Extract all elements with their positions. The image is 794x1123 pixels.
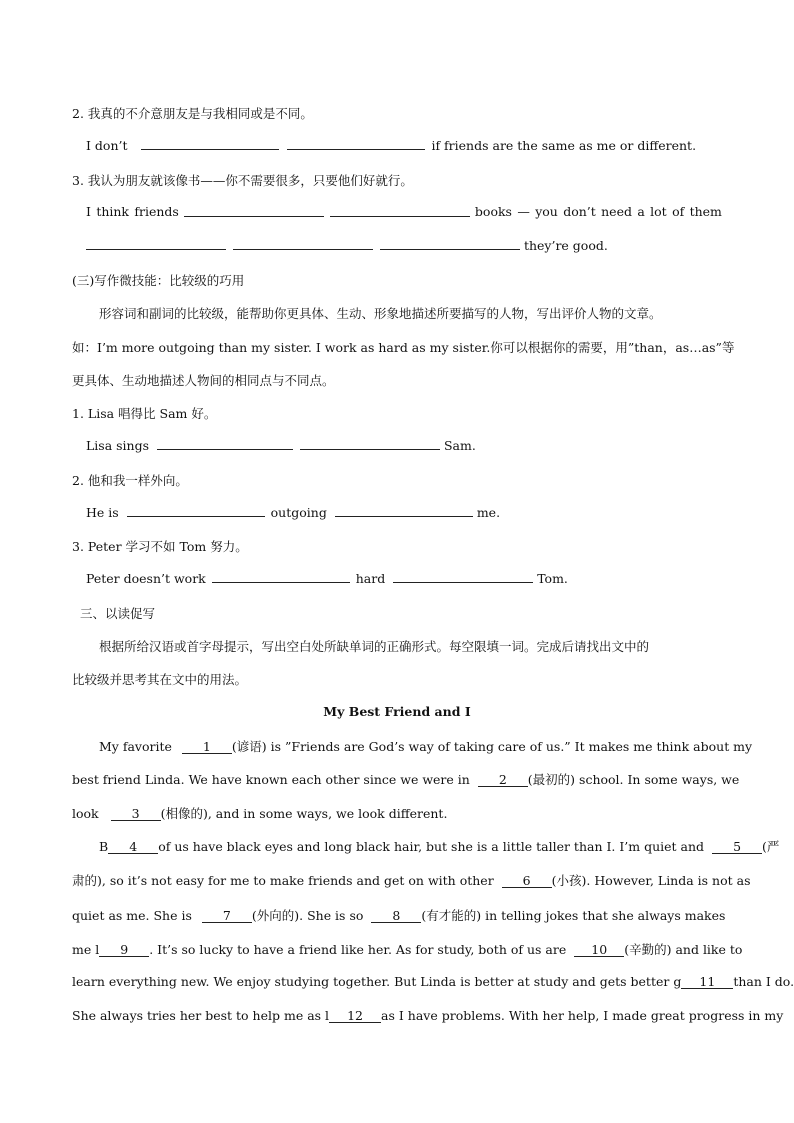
answer-blank[interactable] [127,504,265,517]
answer-blank[interactable] [233,237,373,250]
exercise-1-prompt: 1. Lisa 唱得比 Sam 好。 [72,406,217,421]
answer-blank[interactable] [380,237,520,250]
intro-paragraph: 更具体、生动地描述人物间的相同点与不同点。 [72,373,335,388]
cloze-blank-3[interactable]: 3 [111,807,161,821]
exercise-1-sentence: Lisa sings Sam. [86,438,476,453]
passage-line: me l 9 . It’s so lucky to have a friend like her. As for study, both of us are 10 (辛勤的) and like to [72,942,743,957]
passage-line: learn everything new. We enjoy studying together. But Linda is better at study and gets better g 11 than I do. [72,974,794,989]
section-heading: (三)写作微技能：比较级的巧用 [72,273,245,288]
instructions: 比较级并思考其在文中的用法。 [72,672,248,687]
intro-paragraph: 如：I’m more outgoing than my sister. I work as hard as my sister.你可以根据你的需要，用”than，as…as”等 [72,340,735,355]
cloze-blank-4[interactable]: 4 [108,840,158,854]
cloze-blank-11[interactable]: 11 [681,975,733,989]
question-3-prompt: 3. 我认为朋友就该像书——你不需要很多，只要他们好就行。 [72,173,413,188]
passage-line: 肃的), so it’s not easy for me to make friends and get on with other 6 (小孩). However, Linda is not as [72,873,751,888]
cloze-blank-9[interactable]: 9 [99,943,149,957]
answer-blank[interactable] [86,237,226,250]
exercise-2-sentence: He is outgoing me. [86,505,501,520]
passage-line: B 4 of us have black eyes and long black hair, but she is a little taller than I. I’m quiet and 5 (严 [99,839,780,854]
answer-blank[interactable] [330,204,470,217]
instructions: 根据所给汉语或首字母提示，写出空白处所缺单词的正确形式。每空限填一词。完成后请找出文中的 [99,639,650,654]
part-heading: 三、以读促写 [80,606,156,621]
cloze-blank-7[interactable]: 7 [202,909,252,923]
answer-blank[interactable] [335,504,473,517]
exercise-3-sentence: Peter doesn’t work hard Tom. [86,571,568,586]
cloze-blank-6[interactable]: 6 [502,874,552,888]
exercise-2-prompt: 2. 他和我一样外向。 [72,473,188,488]
cloze-blank-1[interactable]: 1 [182,740,232,754]
intro-paragraph: 形容词和副词的比较级，能帮助你更具体、生动、形象地描述所要描写的人物，写出评价人物的文章。 [99,306,662,321]
answer-blank[interactable] [393,570,533,583]
answer-blank[interactable] [157,437,293,450]
answer-blank[interactable] [287,137,425,150]
answer-blank[interactable] [212,570,350,583]
passage-line: best friend Linda. We have known each other since we were in 2 (最初的) school. In some ways, we [72,772,740,787]
answer-blank[interactable] [184,204,324,217]
passage-line: My favorite 1 (谚语) is ”Friends are God’s way of taking care of us.” It makes me think about my [99,739,753,754]
passage-line: look 3 (相像的), and in some ways, we look different. [72,806,448,821]
answer-blank[interactable] [141,137,279,150]
question-3-sentence-line1: I think friends books — you don’t need a lot of them [86,204,722,219]
cloze-blank-12[interactable]: 12 [329,1009,381,1023]
question-3-sentence-line2: they’re good. [86,237,722,253]
cloze-blank-8[interactable]: 8 [371,909,421,923]
question-2-sentence: I don’t if friends are the same as me or different. [86,138,697,153]
question-2-prompt: 2. 我真的不介意朋友是与我相同或是不同。 [72,106,313,121]
exercise-3-prompt: 3. Peter 学习不如 Tom 努力。 [72,539,248,554]
passage-line: She always tries her best to help me as l 12 as I have problems. With her help, I made great progress in my [72,1008,784,1023]
cloze-blank-5[interactable]: 5 [712,840,762,854]
passage-line: quiet as me. She is 7 (外向的). She is so 8 (有才能的) in telling jokes that she always makes [72,908,726,923]
answer-blank[interactable] [300,437,440,450]
cloze-blank-2[interactable]: 2 [478,773,528,787]
passage-title: My Best Friend and I [323,704,471,719]
cloze-blank-10[interactable]: 10 [574,943,624,957]
